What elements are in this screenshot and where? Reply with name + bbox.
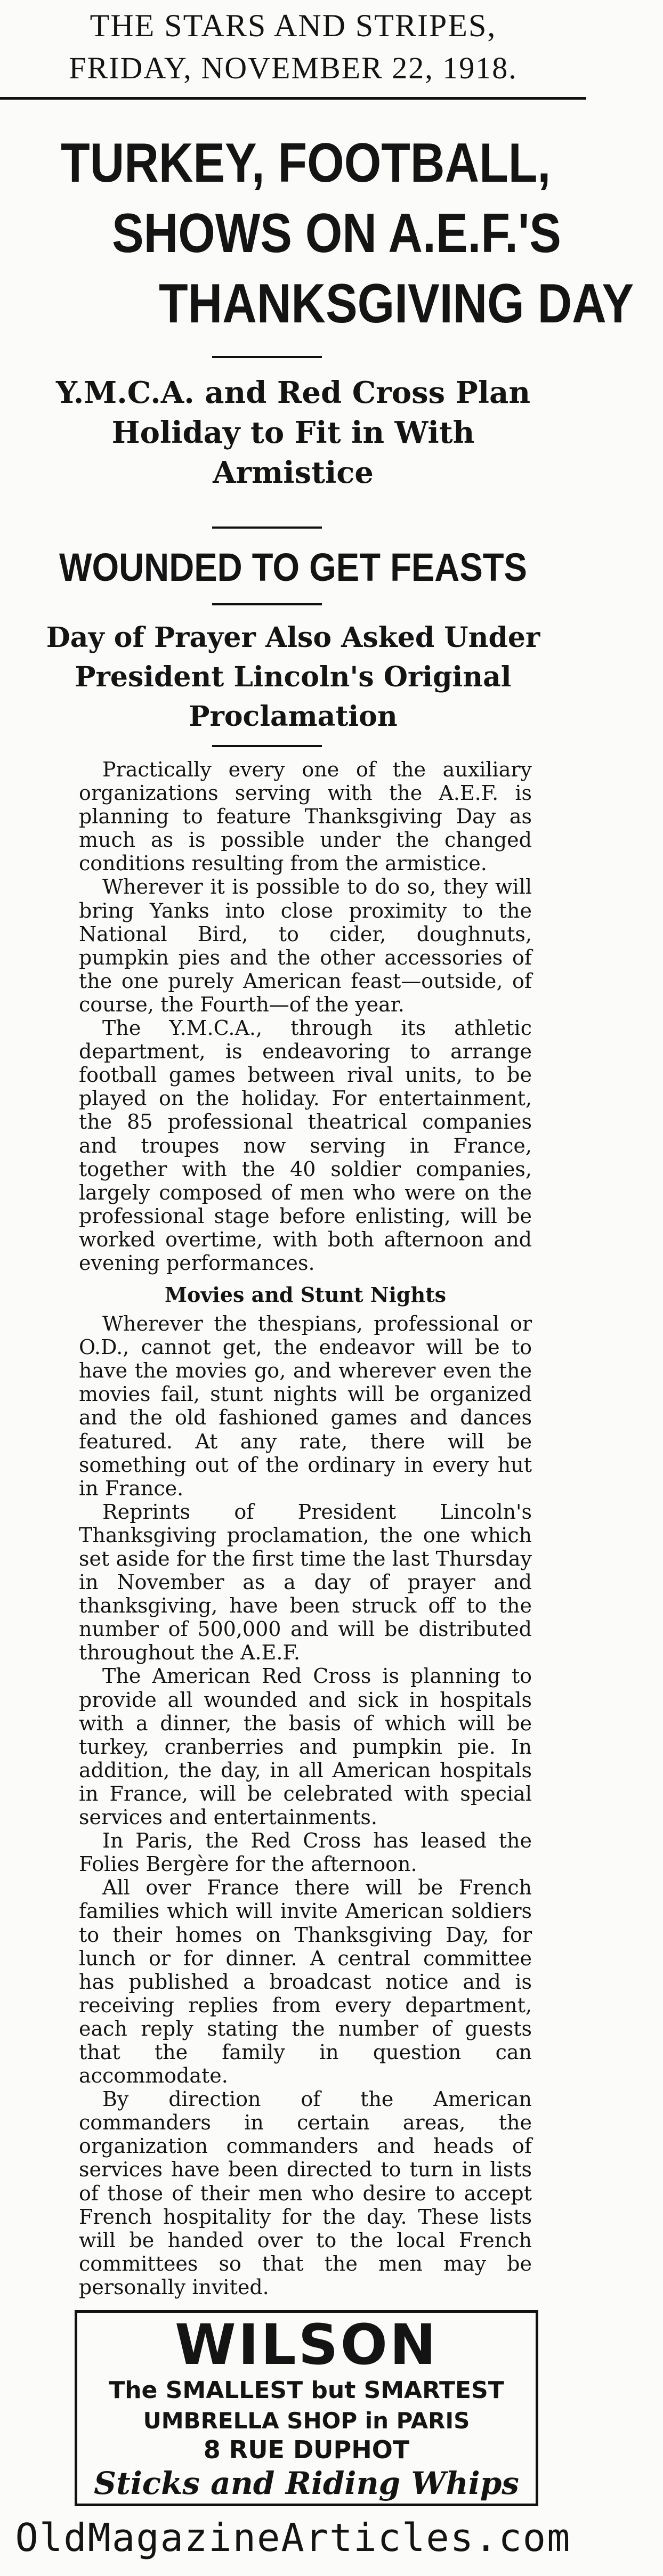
masthead — [0, 0, 586, 102]
deck-line: Y.M.C.A. and Red Cross Plan — [55, 375, 531, 410]
first-deck — [0, 373, 586, 493]
article-paragraph: Practically every one of the auxiliary organizations serving with the A.E.F. is planning to feature Thanksgiving Day as much as is possible under the changed conditions resulting from the armistice. — [79, 758, 532, 876]
article-paragraph: The Y.M.C.A., through its athletic department, is endeavoring to arrange football games between rival units, to be played on the holiday. For entertainment, the 85 professional theatrical companies and troupes now serving in France, together with the 40 soldier companies, largely composed of men who were on the professional stage before enlisting, will be worked overtime, with both afternoon and evening performances. — [79, 1016, 532, 1275]
article-paragraph: Wherever it is possible to do so, they will bring Yanks into close proximity to the National Bird, to cider, doughnuts, pumpkin pies and the other accessories of the one purely American feast—outside, of course, the Fourth—of the year. — [79, 875, 532, 1016]
article-paragraph: Reprints of President Lincoln's Thanksgiving proclamation, the one which set aside for the first time the last Thursday in November as a day of prayer and thanksgiving, have been struck off to the number of 500,000 and will be distributed throughout the A.E.F. — [79, 1500, 532, 1665]
headline-line-2: SHOWS ON A.E.F.'S — [112, 202, 561, 264]
ad-address: 8 RUE DUPHOT — [203, 2435, 410, 2464]
article-paragraph: The American Red Cross is planning to provide all wounded and sick in hospitals with a dinner, the basis of which will be turkey, cranberries and pumpkin pie. In addition, the day, in all American hospitals in France, will be celebrated with special services and entertainments. — [79, 1664, 532, 1829]
article-body — [79, 758, 532, 2299]
article-subhead: Movies and Stunt Nights — [164, 1283, 447, 1307]
advertisement — [75, 2310, 538, 2506]
deck-line: Proclamation — [189, 700, 398, 733]
section-divider — [212, 603, 322, 605]
article-paragraph: All over France there will be French families which will invite American soldiers to their homes on Thanksgiving Day, for lunch or for dinner. A central committee has published a broadcast notice and is receiving replies from every department, each reply stating the number of guests that the family in question can accommodate. — [79, 1876, 532, 2088]
deck-line: Day of Prayer Also Asked Under — [46, 621, 540, 654]
section-divider — [212, 745, 322, 747]
deck-line: President Lincoln's Original — [75, 661, 512, 693]
ad-tagline: The SMALLEST but SMARTEST — [109, 2377, 504, 2404]
headline-line-3: THANKSGIVING DAY — [159, 273, 634, 335]
third-deck — [0, 618, 586, 736]
headline-line-1: TURKEY, FOOTBALL, — [61, 132, 551, 194]
ad-slogan: Sticks and Riding Whips — [94, 2465, 519, 2501]
section-divider — [212, 526, 322, 529]
masthead-rule — [0, 97, 586, 100]
newspaper-name: THE STARS AND STRIPES, — [90, 8, 497, 43]
section-divider — [212, 356, 322, 358]
article-paragraph: Wherever the thespians, professional or O.D., cannot get, the endeavor will be to have the movies go, and wherever even the movies fail, stunt nights will be organized and the old fashioned games and dances featured. At any rate, there will be something out of the ordinary in every hut in France. — [79, 1312, 532, 1500]
issue-date: FRIDAY, NOVEMBER 22, 1918. — [69, 51, 518, 85]
source-watermark: OldMagazineArticles.com — [15, 2515, 571, 2560]
ad-shop-description: UMBRELLA SHOP in PARIS — [143, 2408, 470, 2434]
deck-line: Holiday to Fit in With — [111, 415, 475, 450]
second-deck: WOUNDED TO GET FEASTS — [59, 545, 527, 589]
ad-brand-name: WILSON — [174, 2312, 439, 2377]
deck-line: Armistice — [213, 455, 374, 490]
article-paragraph: By direction of the American commanders in certain areas, the organization commanders and heads of services have been directed to turn in lists of those of their men who desire to accept French hospitality for the day. These lists will be handed over to the local French committees so that the men may be personally invited. — [79, 2087, 532, 2299]
article-paragraph: In Paris, the Red Cross has leased the Folies Bergère for the afternoon. — [79, 1829, 532, 1876]
